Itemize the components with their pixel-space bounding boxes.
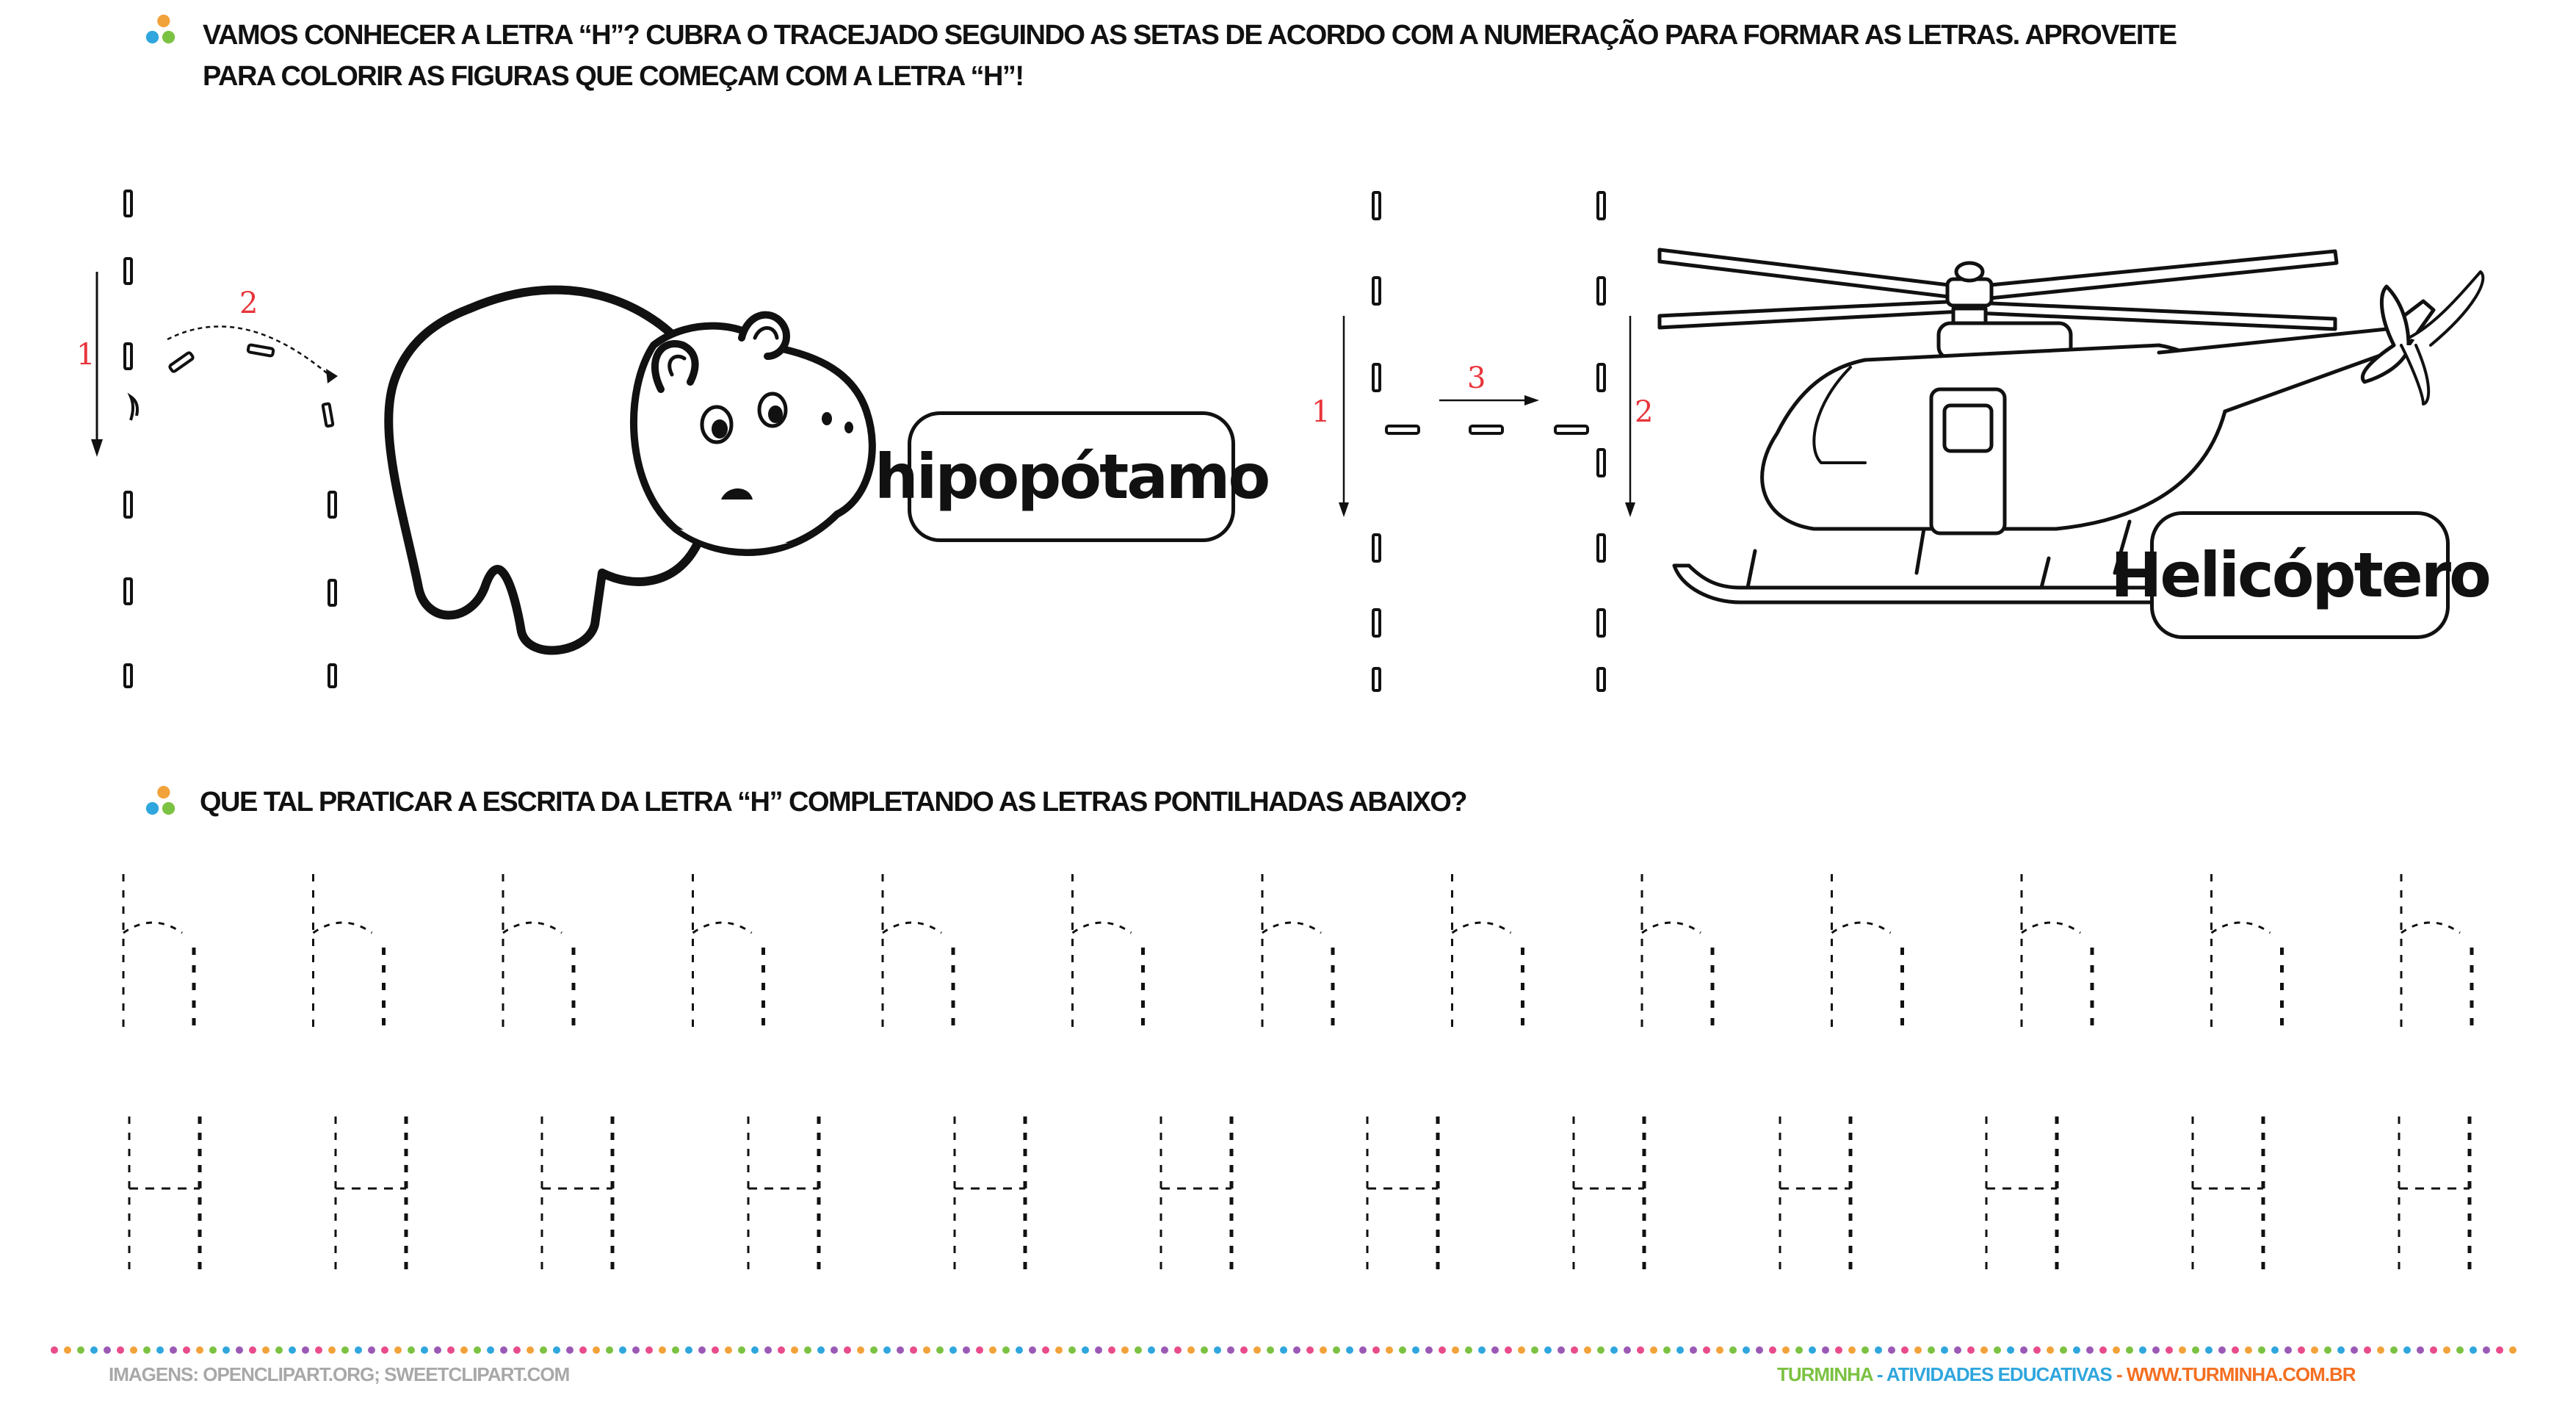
- dotted-lowercase-h: [2401, 874, 2472, 1028]
- practice-row-lowercase: [0, 867, 2576, 1043]
- footer-dot: [77, 1346, 84, 1354]
- footer-dot: [2086, 1346, 2094, 1354]
- footer-dot: [2430, 1346, 2437, 1354]
- hippo-drawing: [382, 279, 896, 668]
- footer-dot: [804, 1346, 811, 1354]
- footer-dot: [698, 1346, 706, 1354]
- footer-dot: [355, 1346, 362, 1354]
- footer-dot: [1174, 1346, 1182, 1354]
- footer-dot: [183, 1346, 190, 1354]
- footer-dot: [104, 1346, 111, 1354]
- footer-dot: [1954, 1346, 1961, 1354]
- step-number-2: 2: [239, 286, 258, 320]
- footer-dot: [1306, 1346, 1314, 1354]
- footer-dot: [2417, 1346, 2424, 1354]
- dotted-lowercase-h: [1073, 874, 1143, 1028]
- footer-dot: [1795, 1346, 1803, 1354]
- footer-dot: [831, 1346, 838, 1354]
- footer-dot: [553, 1346, 560, 1354]
- dotted-uppercase-h: [2399, 1116, 2470, 1271]
- footer-dot: [368, 1346, 375, 1354]
- footer-dot: [1862, 1346, 1869, 1354]
- footer-dot: [1187, 1346, 1195, 1354]
- instruction-line-2: PARA COLORIR AS FIGURAS QUE COMEÇAM COM A LETRA “H”!: [203, 61, 1024, 92]
- footer-dot: [883, 1346, 891, 1354]
- footer-dot: [857, 1346, 864, 1354]
- dotted-uppercase-h: [542, 1116, 612, 1271]
- footer-dot: [315, 1346, 322, 1354]
- footer-dot: [1491, 1346, 1499, 1354]
- footer-dot: [1002, 1346, 1010, 1354]
- footer-dot: [1875, 1346, 1882, 1354]
- footer-dot: [170, 1346, 177, 1354]
- footer-dot: [1425, 1346, 1433, 1354]
- footer-dot: [2166, 1346, 2173, 1354]
- footer-dot: [540, 1346, 547, 1354]
- footer-dot: [738, 1346, 745, 1354]
- step-number-1: 1: [76, 338, 95, 372]
- footer-dot: [1980, 1346, 1988, 1354]
- footer-dot: [513, 1346, 521, 1354]
- dotted-uppercase-h: [1161, 1116, 1231, 1271]
- footer-dot: [659, 1346, 666, 1354]
- dotted-lowercase-h: [123, 874, 194, 1028]
- footer-dot: [1333, 1346, 1340, 1354]
- image-credits: IMAGENS: OPENCLIPART.ORG; SWEETCLIPART.COM: [109, 1363, 570, 1385]
- footer-dot: [1610, 1346, 1618, 1354]
- footer-dot: [487, 1346, 494, 1354]
- footer-dot: [1505, 1346, 1512, 1354]
- footer-dot: [963, 1346, 970, 1354]
- footer-dot: [897, 1346, 904, 1354]
- footer-dot: [2060, 1346, 2067, 1354]
- brand-name: TURMINHA: [1777, 1363, 1873, 1385]
- footer-dot: [712, 1346, 719, 1354]
- dotted-lowercase-h: [693, 874, 764, 1028]
- footer-dot: [302, 1346, 309, 1354]
- footer-dot: [685, 1346, 692, 1354]
- footer-dot: [764, 1346, 772, 1354]
- word-helicoptero: Helicóptero: [2150, 511, 2450, 639]
- step-number-1: 1: [1311, 395, 1331, 429]
- footer-dot: [2033, 1346, 2041, 1354]
- footer-dot: [1227, 1346, 1234, 1354]
- footer-dot: [1465, 1346, 1472, 1354]
- footer-dot: [1835, 1346, 1842, 1354]
- step-number-3: 3: [1467, 361, 1486, 395]
- dotted-lowercase-h: [2022, 874, 2092, 1028]
- footer-dot: [751, 1346, 759, 1354]
- footer-dot: [130, 1346, 137, 1354]
- footer-dot: [2073, 1346, 2080, 1354]
- footer-dot: [1584, 1346, 1591, 1354]
- footer-dot: [394, 1346, 402, 1354]
- footer-dot: [1729, 1346, 1737, 1354]
- step-number-2: 2: [1635, 395, 1654, 429]
- footer-dot: [1716, 1346, 1723, 1354]
- footer-dot: [2403, 1346, 2411, 1354]
- footer-dot: [2496, 1346, 2503, 1354]
- footer-dot: [1042, 1346, 1049, 1354]
- footer-dot: [209, 1346, 217, 1354]
- footer-dot: [778, 1346, 785, 1354]
- instruction-line-1: VAMOS CONHECER A LETRA “H”? CUBRA O TRACEJADO SEGUINDO AS SETAS DE ACORDO COM A NUMERAÇÃO PARA FORMAR AS LETRAS. APROVEITE: [203, 20, 2177, 51]
- dotted-uppercase-h: [129, 1116, 200, 1271]
- footer-dot: [1359, 1346, 1367, 1354]
- footer-dot: [2311, 1346, 2318, 1354]
- footer-dot: [1809, 1346, 1816, 1354]
- footer-dot: [500, 1346, 507, 1354]
- footer-dot: [1346, 1346, 1353, 1354]
- footer-dot: [1663, 1346, 1671, 1354]
- footer-dot: [2192, 1346, 2199, 1354]
- footer-dot: [236, 1346, 243, 1354]
- footer-dot: [2337, 1346, 2345, 1354]
- footer-dot: [1148, 1346, 1155, 1354]
- footer-dot: [434, 1346, 441, 1354]
- footer-dot: [1439, 1346, 1446, 1354]
- footer-dot: [1214, 1346, 1221, 1354]
- footer-dot: [619, 1346, 626, 1354]
- footer-dot: [1743, 1346, 1750, 1354]
- footer-dot: [447, 1346, 455, 1354]
- footer-dot: [408, 1346, 415, 1354]
- footer-dot: [1135, 1346, 1142, 1354]
- dotted-uppercase-h: [1574, 1116, 1644, 1271]
- footer-dot: [2245, 1346, 2252, 1354]
- colored-dots-icon: [144, 13, 178, 47]
- footer-dot: [1518, 1346, 1525, 1354]
- footer-dot: [1478, 1346, 1486, 1354]
- footer-dot: [1412, 1346, 1419, 1354]
- footer-dot: [1293, 1346, 1300, 1354]
- footer-dot: [1756, 1346, 1763, 1354]
- uppercase-h-guide: [1307, 184, 1689, 698]
- footer-dot: [1690, 1346, 1697, 1354]
- footer-dot: [2258, 1346, 2265, 1354]
- footer-dot: [936, 1346, 944, 1354]
- footer-dot: [1624, 1346, 1631, 1354]
- dotted-uppercase-h: [748, 1116, 819, 1271]
- footer-dot: [2443, 1346, 2450, 1354]
- footer-dot: [1082, 1346, 1089, 1354]
- footer-dot: [1267, 1346, 1274, 1354]
- footer-dot-border: [0, 1343, 2576, 1357]
- footer-dot: [2509, 1346, 2517, 1354]
- footer-dot: [1967, 1346, 1975, 1354]
- dotted-uppercase-h: [955, 1116, 1025, 1271]
- footer-dot: [606, 1346, 613, 1354]
- footer-dot: [725, 1346, 732, 1354]
- footer-dot: [645, 1346, 653, 1354]
- footer-dot: [1121, 1346, 1129, 1354]
- lowercase-h-guide: [73, 184, 352, 698]
- separator: -: [1872, 1363, 1886, 1385]
- footer-dot: [2284, 1346, 2292, 1354]
- footer-dot: [1994, 1346, 2001, 1354]
- brand-tagline: ATIVIDADES EDUCATIVAS: [1886, 1363, 2112, 1385]
- dotted-lowercase-h: [503, 874, 574, 1028]
- footer-dot: [2218, 1346, 2226, 1354]
- footer-dot: [421, 1346, 428, 1354]
- footer-dot: [1703, 1346, 1710, 1354]
- footer-dot: [1320, 1346, 1327, 1354]
- footer-dot: [289, 1346, 296, 1354]
- footer-dot: [1386, 1346, 1393, 1354]
- footer-dot: [1108, 1346, 1115, 1354]
- footer-dot: [1901, 1346, 1909, 1354]
- footer-dot: [1201, 1346, 1208, 1354]
- dotted-uppercase-h: [1986, 1116, 2057, 1271]
- colored-dots-icon: [144, 784, 178, 818]
- word-hipopotamo: hipopótamo: [908, 411, 1235, 542]
- dotted-uppercase-h: [1780, 1116, 1850, 1271]
- footer-dot: [2047, 1346, 2054, 1354]
- footer-dot: [262, 1346, 269, 1354]
- footer-dot: [1068, 1346, 1076, 1354]
- footer-dot: [910, 1346, 917, 1354]
- practice-prompt: QUE TAL PRATICAR A ESCRITA DA LETRA “H” COMPLETANDO AS LETRAS PONTILHADAS ABAIXO?: [200, 787, 1466, 818]
- footer-dot: [1848, 1346, 1856, 1354]
- footer-dot: [64, 1346, 71, 1354]
- footer-dot: [1016, 1346, 1023, 1354]
- footer-dot: [870, 1346, 878, 1354]
- instruction-text: [203, 15, 2523, 97]
- footer-dot: [275, 1346, 283, 1354]
- footer-dot: [976, 1346, 983, 1354]
- practice-row-uppercase: [0, 1109, 2576, 1285]
- footer-dot: [2179, 1346, 2186, 1354]
- footer-dot: [817, 1346, 825, 1354]
- footer-dot: [844, 1346, 851, 1354]
- footer-dot: [1597, 1346, 1604, 1354]
- footer-dot: [2483, 1346, 2490, 1354]
- footer-dot: [2126, 1346, 2133, 1354]
- footer-dot: [196, 1346, 203, 1354]
- footer-dot: [1240, 1346, 1248, 1354]
- footer-dot: [1544, 1346, 1552, 1354]
- footer-dot: [1557, 1346, 1565, 1354]
- footer-dot: [2390, 1346, 2398, 1354]
- footer-dot: [2007, 1346, 2014, 1354]
- footer-dot: [1452, 1346, 1459, 1354]
- footer-dot: [474, 1346, 481, 1354]
- footer-dot: [1055, 1346, 1063, 1354]
- footer-dot: [2232, 1346, 2239, 1354]
- footer-dot: [156, 1346, 164, 1354]
- footer-dot: [2377, 1346, 2384, 1354]
- footer-dot: [1280, 1346, 1287, 1354]
- footer-dot: [527, 1346, 534, 1354]
- footer-dot: [1029, 1346, 1036, 1354]
- footer-dot: [1822, 1346, 1829, 1354]
- dotted-uppercase-h: [2193, 1116, 2263, 1271]
- footer-dot: [328, 1346, 336, 1354]
- footer-dot: [2364, 1346, 2371, 1354]
- footer-dot: [222, 1346, 230, 1354]
- footer-dot: [632, 1346, 640, 1354]
- dotted-lowercase-h: [1832, 874, 1903, 1028]
- footer-dot: [1571, 1346, 1578, 1354]
- footer-dot: [989, 1346, 996, 1354]
- footer-dot: [1888, 1346, 1895, 1354]
- footer-dot: [2470, 1346, 2477, 1354]
- footer-dot: [1769, 1346, 1776, 1354]
- footer-dot: [2099, 1346, 2107, 1354]
- footer-dot: [1914, 1346, 1922, 1354]
- footer-dot: [2351, 1346, 2358, 1354]
- footer-dot: [672, 1346, 679, 1354]
- footer-dot: [117, 1346, 124, 1354]
- dotted-lowercase-h: [314, 874, 384, 1028]
- footer-dot: [2456, 1346, 2464, 1354]
- footer-dot: [593, 1346, 600, 1354]
- footer-dot: [1399, 1346, 1406, 1354]
- dotted-lowercase-h: [2212, 874, 2282, 1028]
- footer-dot: [90, 1346, 98, 1354]
- footer-dot: [949, 1346, 957, 1354]
- footer-dot: [1676, 1346, 1684, 1354]
- dotted-lowercase-h: [1262, 874, 1333, 1028]
- footer-dot: [2324, 1346, 2331, 1354]
- footer-dot: [1161, 1346, 1168, 1354]
- footer-dot: [2113, 1346, 2120, 1354]
- footer-dot: [2152, 1346, 2160, 1354]
- footer-dot: [51, 1346, 58, 1354]
- footer-dot: [460, 1346, 468, 1354]
- dotted-lowercase-h: [1642, 874, 1712, 1028]
- dotted-uppercase-h: [1367, 1116, 1438, 1271]
- footer-dot: [2298, 1346, 2305, 1354]
- footer-dot: [1941, 1346, 1948, 1354]
- footer-dot: [1372, 1346, 1380, 1354]
- footer-dot: [1253, 1346, 1261, 1354]
- dotted-lowercase-h: [883, 874, 953, 1028]
- footer-dot: [923, 1346, 930, 1354]
- footer-dot: [1650, 1346, 1657, 1354]
- footer-dot: [1095, 1346, 1102, 1354]
- footer-dot: [143, 1346, 151, 1354]
- footer-dot: [579, 1346, 587, 1354]
- dotted-uppercase-h: [336, 1116, 406, 1271]
- footer-dot: [2271, 1346, 2279, 1354]
- footer-dot: [791, 1346, 798, 1354]
- dotted-lowercase-h: [1452, 874, 1523, 1028]
- footer-dot: [1637, 1346, 1644, 1354]
- footer-dot: [381, 1346, 388, 1354]
- footer-dot: [566, 1346, 574, 1354]
- footer-dot: [1928, 1346, 1935, 1354]
- footer-dot: [1782, 1346, 1790, 1354]
- footer-dot: [249, 1346, 256, 1354]
- website-link[interactable]: WWW.TURMINHA.COM.BR: [2126, 1363, 2356, 1385]
- footer-brand-line: [1777, 1363, 2356, 1386]
- footer-dot: [1531, 1346, 1538, 1354]
- footer-dot: [2205, 1346, 2213, 1354]
- footer-dot: [2139, 1346, 2146, 1354]
- separator: -: [2111, 1363, 2127, 1385]
- footer-dot: [2020, 1346, 2027, 1354]
- footer-dot: [341, 1346, 349, 1354]
